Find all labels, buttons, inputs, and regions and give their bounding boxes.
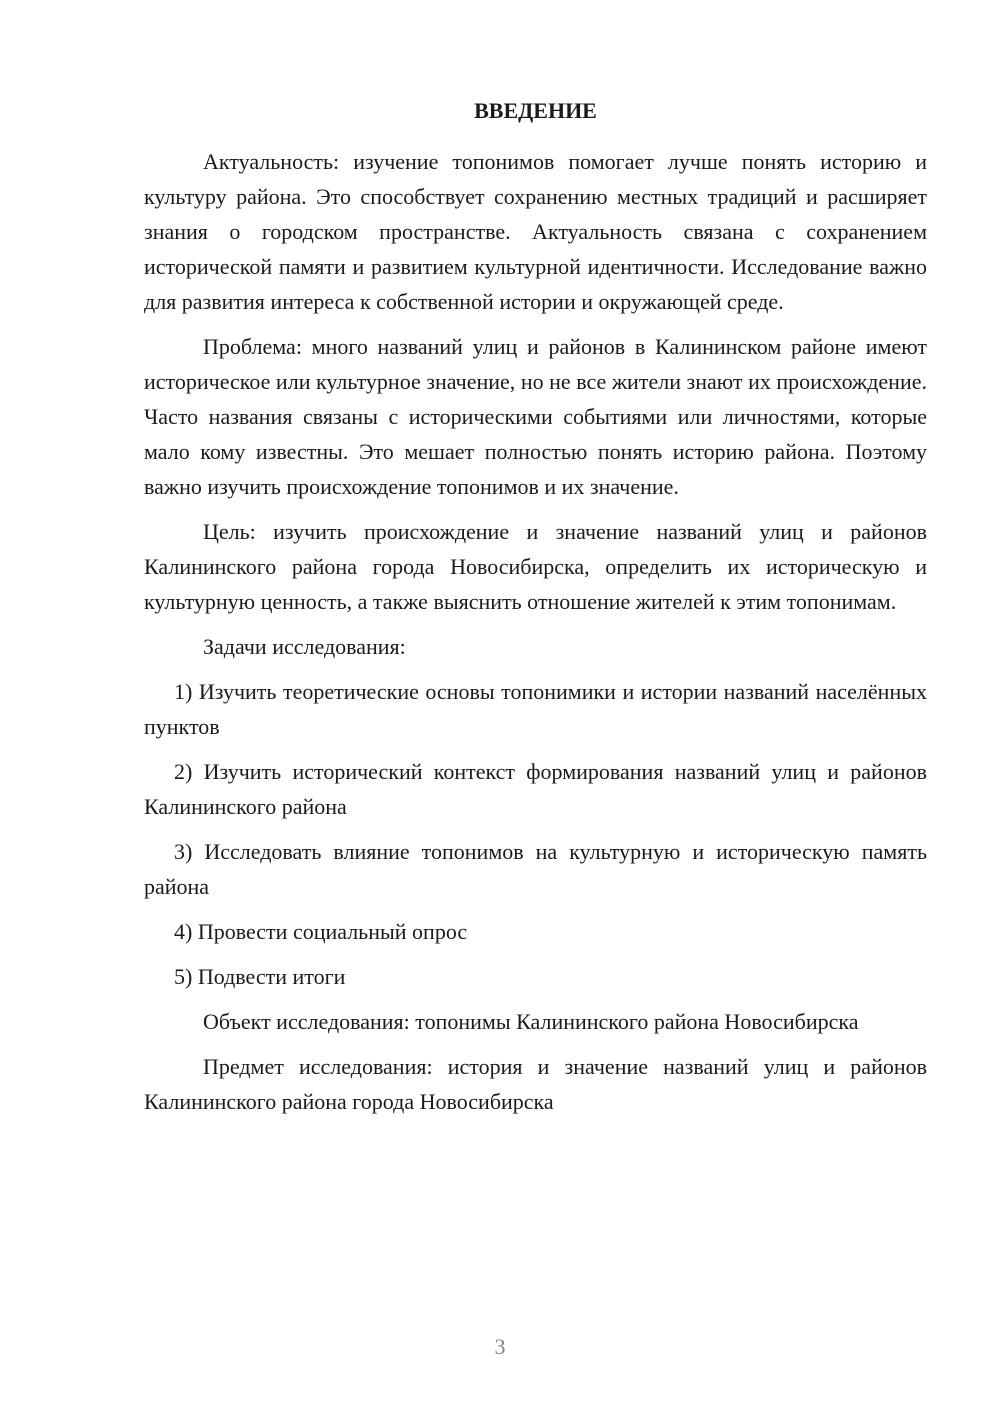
subject-paragraph: Предмет исследования: история и значение названий улиц и районов Калининского района города Новосибирска [144, 1054, 927, 1114]
relevance-paragraph: Актуальность: изучение топонимов помогает лучше понять историю и культуру района. Это способствует сохранению местных традиций и расширяет знания о городском пространстве. Актуальность связана с сохранением исторической памяти и развитием культурной идентичности. Исследование важно для развития интереса к собственной истории и окружающей среде. [144, 149, 927, 314]
tasks-heading: Задачи исследования: [203, 634, 406, 659]
page-number: 3 [494, 1334, 506, 1359]
task-item: 2) Изучить исторический контекст формирования названий улиц и районов Калининского района [144, 759, 927, 819]
task-item: 3) Исследовать влияние топонимов на культурную и историческую память района [144, 839, 927, 899]
task-item: 5) Подвести итоги [174, 964, 346, 989]
goal-paragraph: Цель: изучить происхождение и значение названий улиц и районов Калининского района города Новосибирска, определить их историческую и культурную ценность, а также выяснить отношение жителей к этим топонимам. [144, 519, 927, 614]
tasks-list [144, 674, 927, 994]
task-item: 1) Изучить теоретические основы топонимики и истории названий населённых пунктов [144, 679, 927, 739]
section-title: ВВЕДЕНИЕ [474, 98, 597, 123]
object-paragraph: Объект исследования: топонимы Калининского района Новосибирска [203, 1009, 859, 1034]
problem-paragraph: Проблема: много названий улиц и районов в Калининском районе имеют историческое или культурное значение, но не все жители знают их происхождение. Часто названия связаны с историческими событиями или личностями, которые мало кому известны. Это мешает полностью понять историю района. Поэтому важно изучить происхождение топонимов и их значение. [144, 334, 927, 499]
document-page [144, 96, 927, 1129]
task-item: 4) Провести социальный опрос [174, 919, 468, 944]
